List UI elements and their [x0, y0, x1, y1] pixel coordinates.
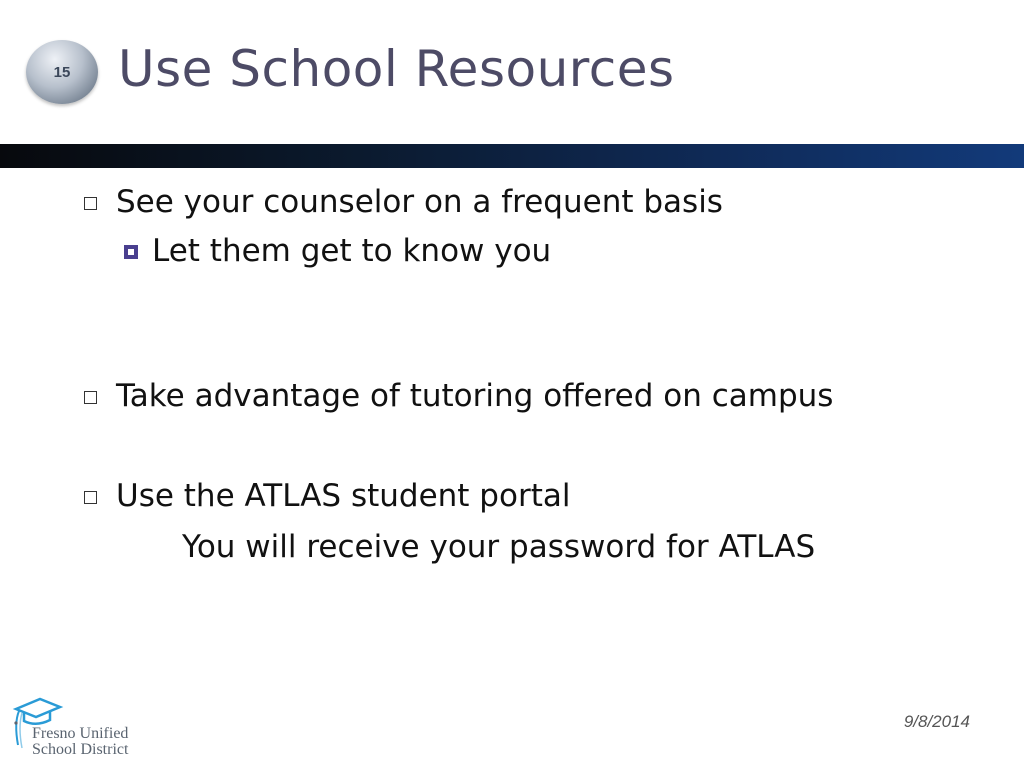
- square-bullet-icon: [84, 391, 97, 404]
- square-bullet-icon: [84, 491, 97, 504]
- district-logo: [10, 693, 140, 759]
- bullet-text: See your counselor on a frequent basis: [116, 184, 723, 220]
- slide-title: Use School Resources: [118, 40, 675, 98]
- slide-number: 15: [53, 63, 71, 81]
- bullet-text: Take advantage of tutoring offered on campus: [116, 378, 834, 414]
- logo-line-1: Fresno Unified: [32, 725, 129, 742]
- bullet-text: Use the ATLAS student portal: [116, 478, 571, 514]
- bullet-continuation-text: You will receive your password for ATLAS: [182, 529, 816, 565]
- sub-bullet-text: Let them get to know you: [152, 233, 552, 269]
- sub-bullet-icon: [124, 245, 138, 259]
- slide-date: 9/8/2014: [903, 712, 970, 731]
- square-bullet-icon: [84, 197, 97, 210]
- logo-line-2: School District: [32, 741, 129, 758]
